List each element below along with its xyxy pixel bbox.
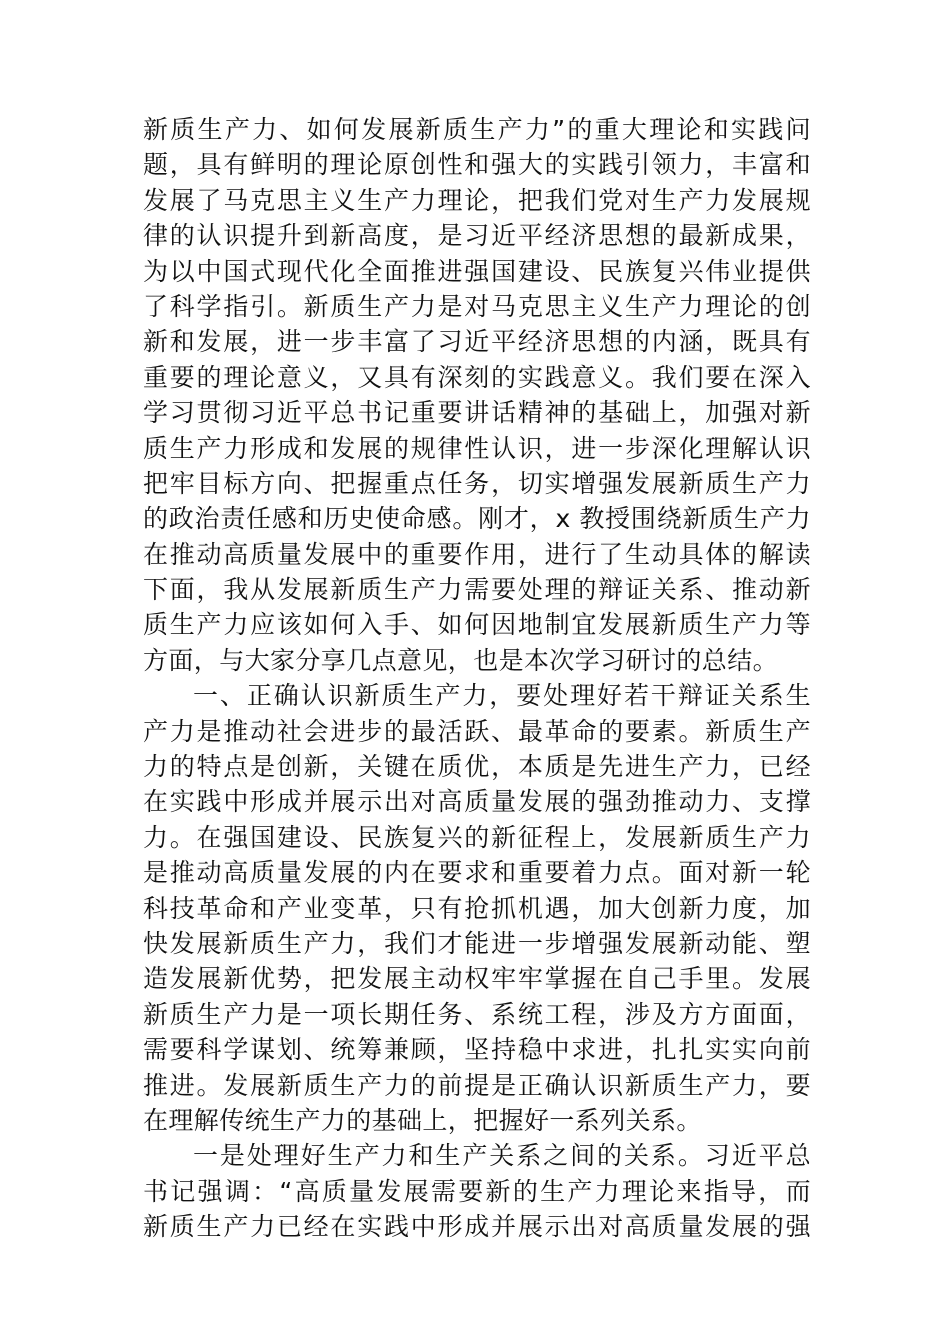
text-line: 方面，与大家分享几点意见，也是本次学习研讨的总结。: [143, 645, 779, 675]
text-line: 造发展新优势，把发展主动权牢牢掌握在自己手里。发展: [143, 964, 811, 994]
document-body: [143, 112, 811, 1245]
text-line: 产力是推动社会进步的最活跃、最革命的要素。新质生产: [143, 716, 811, 746]
text-line: 重要的理论意义，又具有深刻的实践意义。我们要在深入: [143, 362, 811, 392]
text-line: 在理解传统生产力的基础上，把握好一系列关系。: [143, 1105, 702, 1135]
text-line: 力。在强国建设、民族复兴的新征程上，发展新质生产力: [143, 822, 811, 852]
text-line: 在实践中形成并展示出对高质量发展的强劲推动力、支撑: [143, 787, 811, 817]
text-line: 新质生产力、如何发展新质生产力”的重大理论和实践问: [143, 115, 811, 144]
text-line: 快发展新质生产力，我们才能进一步增强发展新动能、塑: [143, 928, 811, 958]
text-line: 在推动高质量发展中的重要作用，进行了生动具体的解读: [143, 539, 811, 569]
text-line: 质生产力形成和发展的规律性认识，进一步深化理解认识: [143, 433, 811, 463]
text-line: 一是处理好生产力和生产关系之间的关系。习近平总: [193, 1141, 811, 1171]
text-line: 新质生产力已经在实践中形成并展示出对高质量发展的强: [143, 1212, 811, 1242]
text-line: 学习贯彻习近平总书记重要讲话精神的基础上，加强对新: [143, 398, 811, 428]
text-line: 是推动高质量发展的内在要求和重要着力点。面对新一轮: [143, 858, 811, 888]
text-line: 新质生产力是一项长期任务、系统工程，涉及方方面面，: [143, 999, 811, 1029]
text-line: 需要科学谋划、统筹兼顾，坚持稳中求进，扎扎实实向前: [143, 1035, 811, 1065]
text-line: 下面，我从发展新质生产力需要处理的辩证关系、推动新: [143, 575, 811, 605]
text-line: 新和发展，进一步丰富了习近平经济思想的内涵，既具有: [143, 327, 811, 357]
text-line: 推进。发展新质生产力的前提是正确认识新质生产力，要: [143, 1070, 811, 1100]
text-line: 了科学指引。新质生产力是对马克思主义生产力理论的创: [143, 291, 811, 321]
text-line: 书记强调：“高质量发展需要新的生产力理论来指导，而: [143, 1176, 811, 1206]
text-line: 力的特点是创新，关键在质优，本质是先进生产力，已经: [143, 752, 811, 782]
text-line: 的政治责任感和历史使命感。刚才，x 教授围绕新质生产力: [143, 504, 811, 534]
text-line: 律的认识提升到新高度，是习近平经济思想的最新成果，: [143, 221, 811, 251]
text-line: 质生产力应该如何入手、如何因地制宜发展新质生产力等: [143, 610, 811, 640]
text-line: 发展了马克思主义生产力理论，把我们党对生产力发展规: [143, 185, 811, 215]
text-line: 题，具有鲜明的理论原创性和强大的实践引领力，丰富和: [143, 150, 811, 180]
text-line: 为以中国式现代化全面推进强国建设、民族复兴伟业提供: [143, 256, 811, 286]
text-line: 把牢目标方向、把握重点任务，切实增强发展新质生产力: [143, 468, 811, 498]
text-line: 科技革命和产业变革，只有抢抓机遇，加大创新力度，加: [143, 893, 811, 923]
text-line: 一、正确认识新质生产力，要处理好若干辩证关系生: [193, 681, 811, 711]
